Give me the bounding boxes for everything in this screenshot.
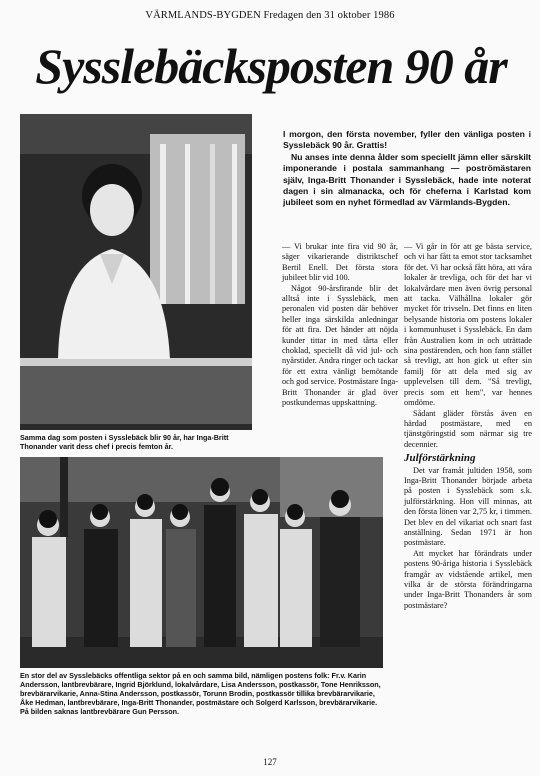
photo-caption-postmaster: Samma dag som posten i Sysslebäck blir 90 år, har Inga-Britt Thonander varit dess chef i precis femton år. <box>20 433 229 451</box>
col1-paragraph-2: Något 90-årsfirande blir det alltså inte i Sysslebäck, men peronalen vid posten där behöver heller inga särskilda anledningar för att fira. Det händer att nöjda kunder tittar in med tårta eller choklad, speciellt då vid jul- och nyårstider. Andra ringer och tackar för ett extra vänligt bemötande och god service. Postmästare Inga-Britt Thonander är glad över postkundernas uppskattning. <box>282 283 398 408</box>
subheading: Julförstärkning <box>404 452 476 465</box>
postmaster-photo <box>20 114 252 430</box>
col2-paragraph-1: — Vi går in för att ge bästa service, och vi har fått ta emot stor tacksamhet för det. Vi har också fått höra, att våra lokaler är trevliga, och för det har vi lokalvårdare men även övrig personal att tacka. Välhållna lokaler gör mycket för trivseln. Det finns en liten belysande historia om postens lokaler i kommunhuset i Sysslebäck. En dam från Australien kom in och uträttade sina postärenden, och hon fann stället så trevligt, att hon gick ut efter sin familj för att dela med sig av upplevelsen till dem. "Så trevligt, precis som ett hem", var hennes omdöme. <box>404 242 532 408</box>
lead-paragraph <box>283 129 531 209</box>
staff-group-photo <box>20 457 383 668</box>
masthead: VÄRMLANDS-BYGDEN Fredagen den 31 oktober 1986 <box>145 10 395 21</box>
page-number: 127 <box>263 757 277 767</box>
article-column-2 <box>404 242 532 611</box>
photo-caption-staff: En stor del av Sysslebäcks offentliga sektor på en och samma bild, nämligen postens folk: Fr.v. Karin Andersson, lantbrevbärare, Ingrid Björklund, lokalvårdare, Lisa Andersson, postkassör, Tone Henriksson, brevbärarvikarie, Anna-Stina Andersson, postkassör, Torunn Brodin, postkassör tillika brevbärarvikarie, Åke Hedman, lantbrevbärare, Inga-Britt Thonander, postmästare och Solgerd Karlsson, brevbärarvikarie. På bilden saknas lantbrevbärare Gun Persson. <box>20 671 381 716</box>
col2-paragraph-4: Att mycket har förändrats under postens 90-åriga historia i Sysslebäck framgår av vidstående artikel, men vilka är de största förändringarna under Inga-Britt Thonanders år som postmästare? <box>404 548 532 610</box>
headline: Sysslebäcksposten 90 år <box>35 38 507 94</box>
lead-line-1: I morgon, den första november, fyller den vänliga posten i Sysslebäck 90 år. Grattis! <box>283 129 531 151</box>
article-column-1 <box>282 242 398 409</box>
col2-paragraph-3: Det var framåt jultiden 1958, som Inga-Britt Thonander började arbeta på posten i Sysslebäck som s.k. julförstärkning. Hon vill minnas, att den första lönen var 2,75 kr, i timmen. Det blev en del vikariat och snart fast anställning. Sedan 1971 är hon postmästare. <box>404 465 532 548</box>
col1-paragraph-1: — Vi brukar inte fira vid 90 år, säger vikarierande distriktschef Bertil Enell. Det första stora jubileet blir vid 100. <box>282 242 398 283</box>
lead-line-2: Nu anses inte denna ålder som speciellt jämn eller särskilt imponerande i postala sammanhang — poströmästaren själv, Inga-Britt Thonander i Sysslebäck, hade inte noterat dagen i sin almanacka, och för cheferna i Karlstad kom jubileet som en nyhet förmedlad av Värmlands-Bygden. <box>283 151 531 208</box>
col2-paragraph-2: Sådant gläder förstås även en härdad postmästare, med en tjänstgöringstid som närmar sig tre decennier. <box>404 408 532 449</box>
